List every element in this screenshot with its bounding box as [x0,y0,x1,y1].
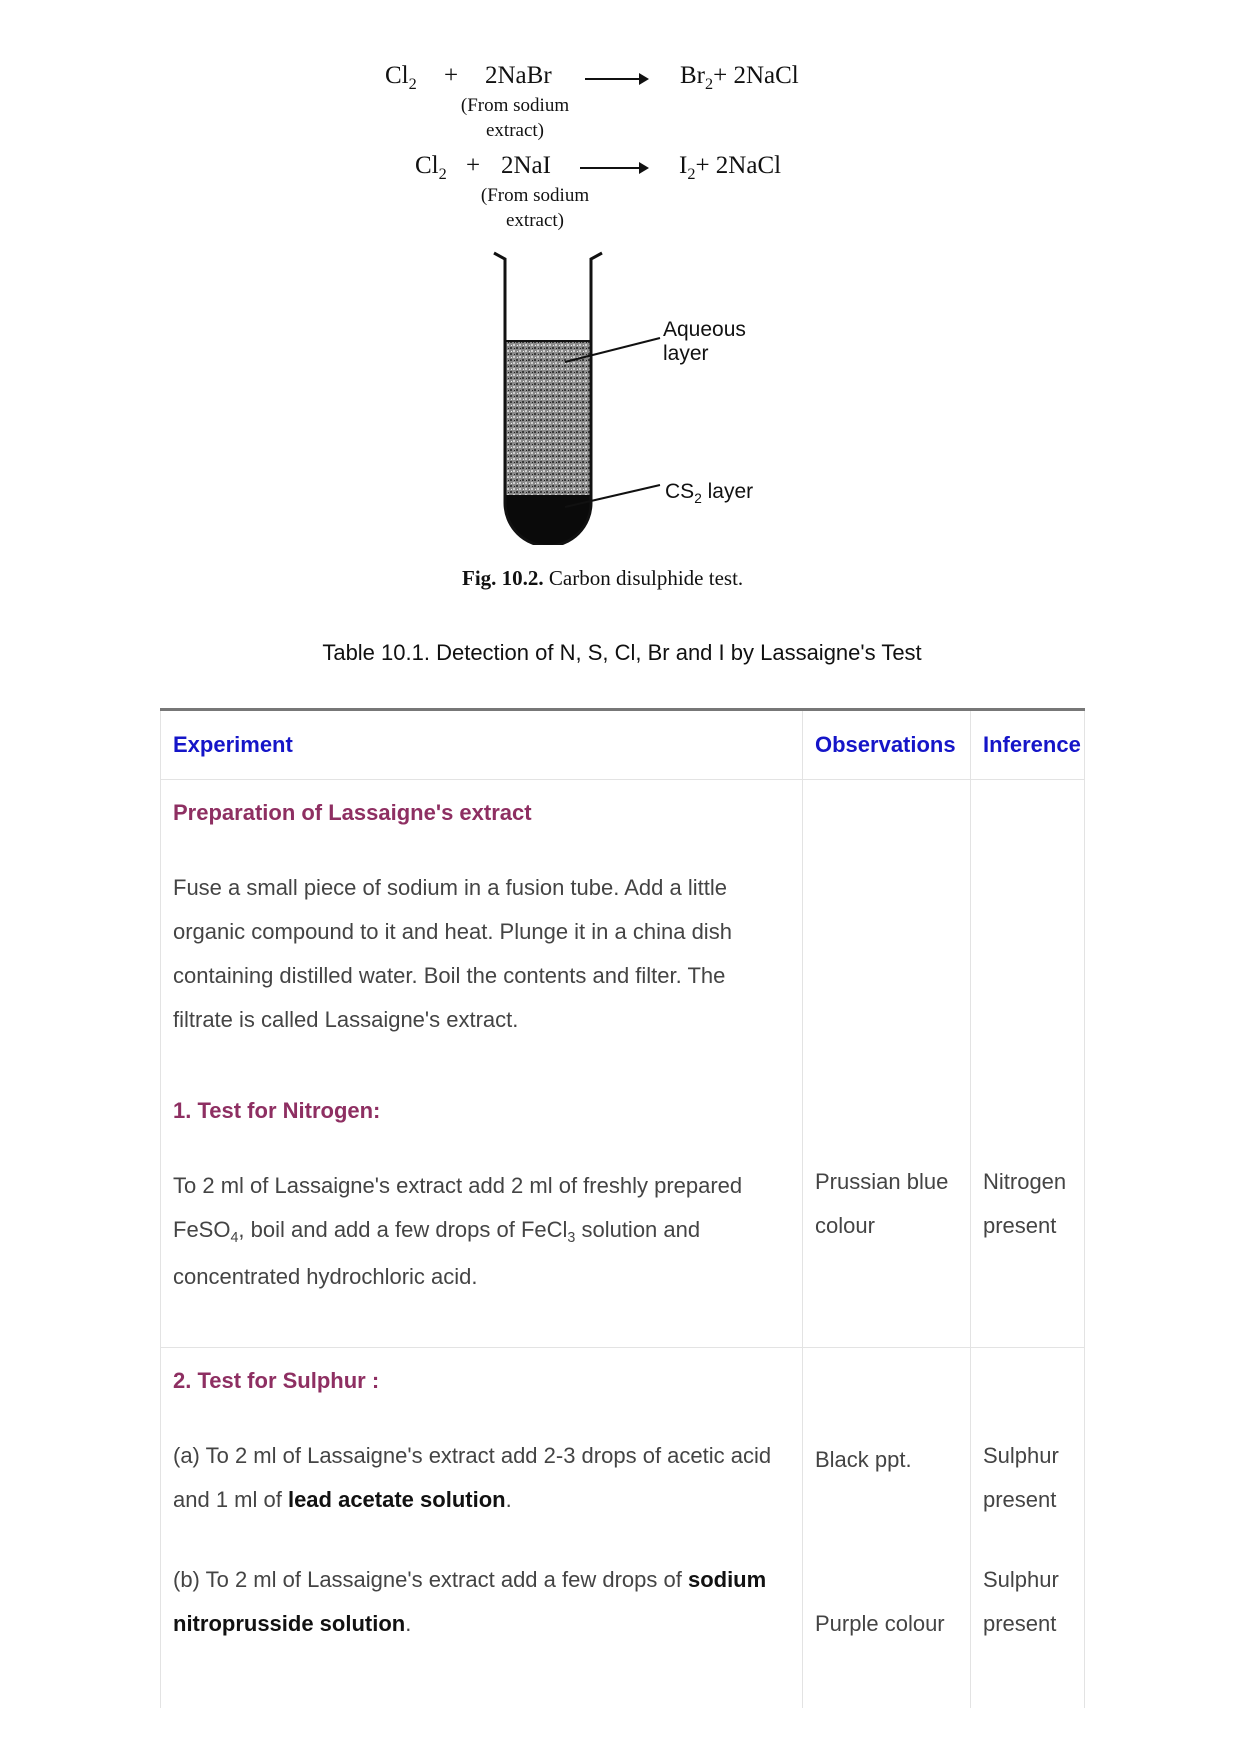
eq1-products: $Br_2+$ 2NaCl [680,62,799,93]
cell-experiment-sulphur [160,1348,802,1708]
sulphur-a-text: (a) To 2 ml of Lassaigne's extract add 2-3 drops of acetic acid and 1 ml of lead acetate solution. [173,1443,772,1512]
sulphur-title: 2. Test for Sulphur : [173,1368,380,1393]
eq1-arrow [585,78,647,80]
eq1-reactant-nabr: 2NaBr [485,62,552,89]
eq1-note: (From sodium extract) [460,95,570,141]
header-experiment: Experiment [160,711,802,779]
nitrogen-text: To 2 ml of Lassaigne's extract add 2 ml of freshly prepared FeSO$_4$, boil and add a few drops of FeCl$_3$ solution and concentrated hydrochloric acid. [173,1173,743,1289]
lassaigne-test-table [160,708,1085,1708]
prep-title: Preparation of Lassaigne's extract [173,800,532,825]
cell-experiment-nitrogen [160,780,802,1347]
eq2-reactant-nai: 2NaI [501,152,551,179]
cell-observation-sulphur [802,1348,970,1708]
table-header-row [160,711,1085,780]
eq1-reactant-cl2: $Cl_2$ [385,62,417,93]
eq2-reactant-cl2: $Cl_2$ [415,152,447,183]
eq1-plus: + [444,62,459,89]
cell-inference-sulphur [970,1348,1085,1708]
leader-lines [560,330,670,520]
sulphur-b-text: (b) To 2 ml of Lassaigne's extract add a few drops of sodium nitroprusside solution. [173,1567,767,1636]
nitrogen-observation: Prussian blue colour [815,1169,949,1238]
label-aqueous-layer: Aqueous layer [663,318,746,365]
nitrogen-title: 1. Test for Nitrogen: [173,1098,381,1123]
cell-observation-nitrogen [802,780,970,1347]
figure-caption: Fig. 10.2. Carbon disulphide test. [462,566,744,590]
sulphur-a-inference: Sulphur present [983,1443,1059,1512]
cell-inference-nitrogen [970,780,1085,1347]
table-row-sulphur [160,1348,1085,1708]
eq2-products: $I_2+$ 2NaCl [679,152,782,183]
figure-carbon-disulphide-test [0,0,1244,620]
table-title: Table 10.1. Detection of N, S, Cl, Br and I by Lassaigne's Test [322,640,922,665]
sulphur-a-observation: Black ppt. [815,1447,912,1472]
prep-text: Fuse a small piece of sodium in a fusion tube. Add a little organic compound to it and heat. Plunge it in a china dish containing distilled water. Boil the contents and filter. The filtrate is called Lassaigne's extract. [173,875,732,1032]
label-cs2-layer: $CS_2$ layer [665,480,754,506]
eq2-note: (From sodium extract) [480,185,590,231]
header-observations: Observations [802,711,970,779]
sulphur-b-observation: Purple colour [815,1611,945,1636]
eq2-plus: + [466,152,481,179]
sulphur-b-inference: Sulphur present [983,1567,1059,1636]
header-inference: Inference [970,711,1085,779]
eq2-arrow [580,167,647,169]
table-row-nitrogen [160,780,1085,1348]
nitrogen-inference: Nitrogen present [983,1169,1067,1238]
